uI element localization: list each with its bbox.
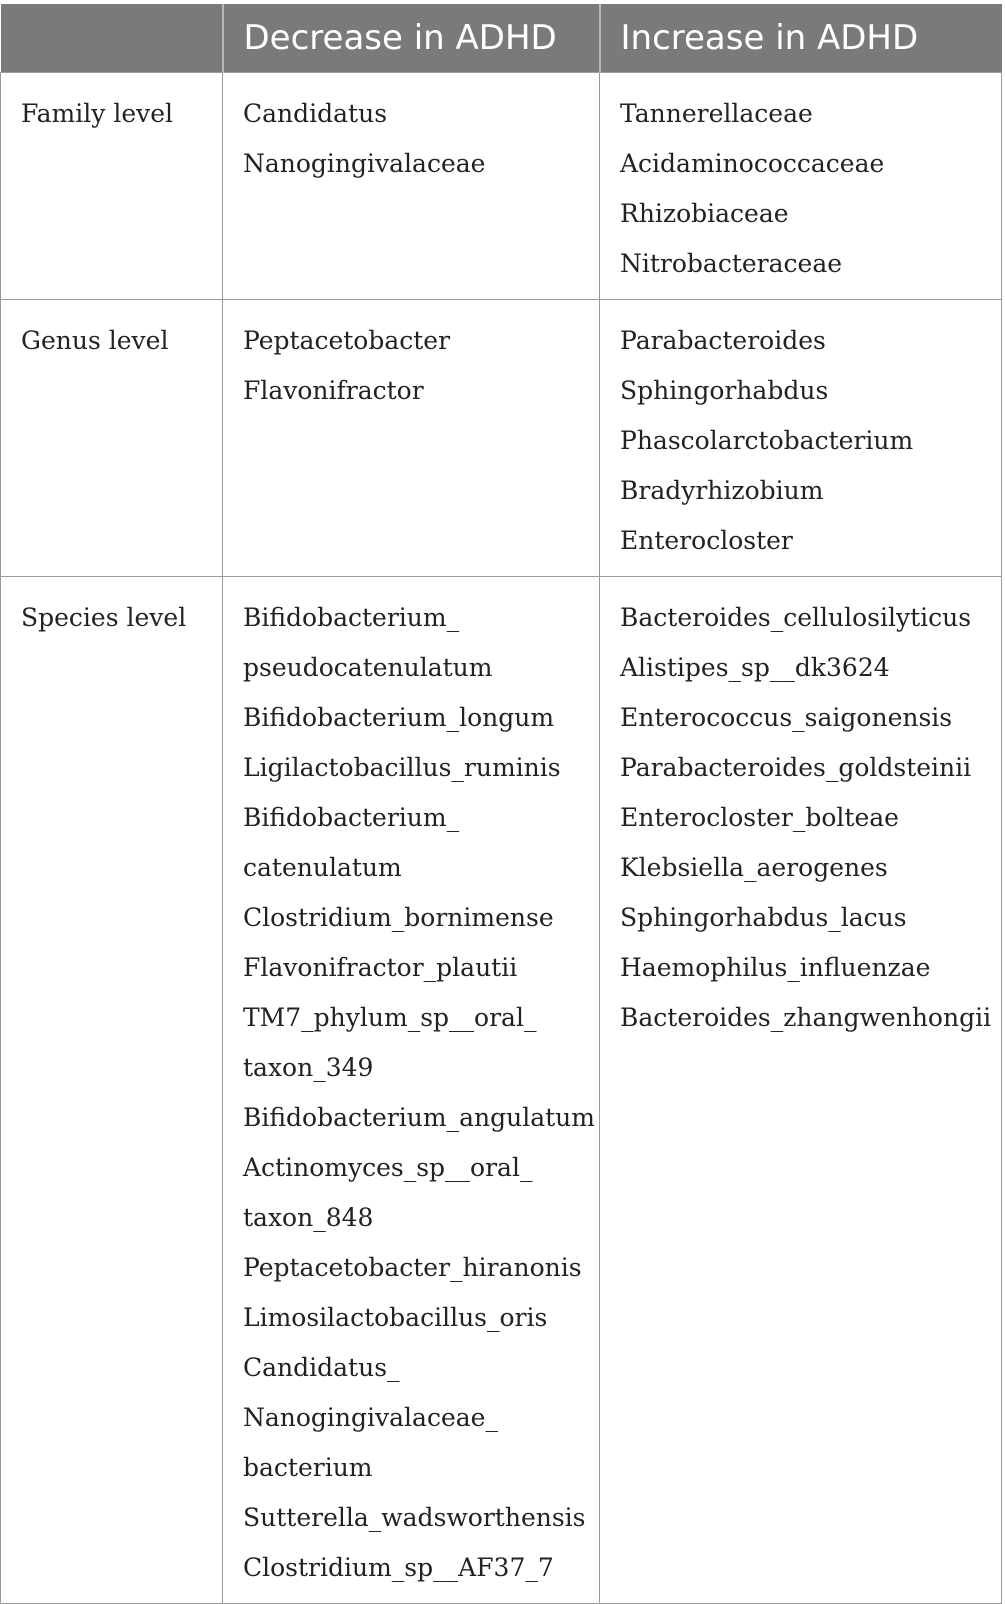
taxon-entry: TM7_phylum_sp__oral_ — [243, 1002, 537, 1032]
taxon-entry: Limosilactobacillus_oris — [243, 1302, 548, 1332]
taxon-entry: taxon_349 — [243, 1052, 374, 1082]
table-row-family — [1, 72, 1002, 299]
increase-cell — [600, 72, 1002, 299]
increase-cell — [600, 299, 1002, 576]
taxa-table — [0, 4, 1002, 1604]
level-cell — [1, 576, 223, 1603]
taxon-entry: Nanogingivalaceae — [243, 148, 486, 178]
taxon-entry: Peptacetobacter_hiranonis — [243, 1252, 582, 1282]
table-header — [1, 4, 1002, 72]
increase-cell — [600, 576, 1002, 1603]
table-body — [1, 72, 1002, 1603]
taxon-entry: Flavonifractor — [243, 375, 424, 405]
taxon-entry: Candidatus_ — [243, 1352, 400, 1382]
taxon-entry: Clostridium_sp__AF37_7 — [243, 1552, 554, 1582]
header-increase-column: Increase in ADHD — [600, 4, 1002, 72]
taxon-entry: Rhizobiaceae — [620, 198, 789, 228]
decrease-cell — [223, 72, 600, 299]
taxon-entry: Bifidobacterium_angulatum — [243, 1102, 595, 1132]
taxon-entry: Enterocloster_bolteae — [620, 802, 899, 832]
taxon-entry: Parabacteroides — [620, 325, 826, 355]
header-row — [1, 4, 1002, 72]
taxon-entry: Enterocloster — [620, 525, 793, 555]
level-cell — [1, 72, 223, 299]
table-row-genus — [1, 299, 1002, 576]
taxon-entry: pseudocatenulatum — [243, 652, 493, 682]
level-label: Genus level — [21, 325, 169, 355]
table-row-species — [1, 576, 1002, 1603]
taxon-entry: Ligilactobacillus_ruminis — [243, 752, 561, 782]
taxon-entry: Phascolarctobacterium — [620, 425, 914, 455]
taxon-entry: Nitrobacteraceae — [620, 248, 843, 278]
decrease-cell — [223, 576, 600, 1603]
taxon-entry: Bifidobacterium_ — [243, 802, 460, 832]
taxon-entry: Sutterella_wadsworthensis — [243, 1502, 586, 1532]
taxon-entry: Bradyrhizobium — [620, 475, 824, 505]
header-level-column — [1, 4, 223, 72]
taxon-entry: Peptacetobacter — [243, 325, 451, 355]
taxon-entry: Candidatus — [243, 98, 388, 128]
taxon-entry: Tannerellaceae — [620, 98, 813, 128]
decrease-cell — [223, 299, 600, 576]
taxon-entry: taxon_848 — [243, 1202, 374, 1232]
level-label: Family level — [21, 98, 174, 128]
taxon-entry: Nanogingivalaceae_ — [243, 1402, 498, 1432]
header-decrease-column: Decrease in ADHD — [223, 4, 600, 72]
taxon-entry: bacterium — [243, 1452, 373, 1482]
taxon-entry: Clostridium_bornimense — [243, 902, 554, 932]
taxon-entry: Klebsiella_aerogenes — [620, 852, 888, 882]
taxon-entry: Flavonifractor_plautii — [243, 952, 518, 982]
taxon-entry: Bacteroides_zhangwenhongii — [620, 1002, 992, 1032]
taxon-entry: catenulatum — [243, 852, 402, 882]
taxon-entry: Alistipes_sp__dk3624 — [620, 652, 890, 682]
level-label: Species level — [21, 602, 187, 632]
taxon-entry: Bifidobacterium_longum — [243, 702, 555, 732]
taxon-entry: Sphingorhabdus — [620, 375, 829, 405]
taxon-entry: Acidaminococcaceae — [620, 148, 885, 178]
level-cell — [1, 299, 223, 576]
taxon-entry: Sphingorhabdus_lacus — [620, 902, 907, 932]
taxon-entry: Parabacteroides_goldsteinii — [620, 752, 972, 782]
taxon-entry: Haemophilus_influenzae — [620, 952, 931, 982]
taxon-entry: Bacteroides_cellulosilyticus — [620, 602, 972, 632]
taxon-entry: Enterococcus_saigonensis — [620, 702, 953, 732]
taxon-entry: Actinomyces_sp__oral_ — [243, 1152, 533, 1182]
taxon-entry: Bifidobacterium_ — [243, 602, 460, 632]
